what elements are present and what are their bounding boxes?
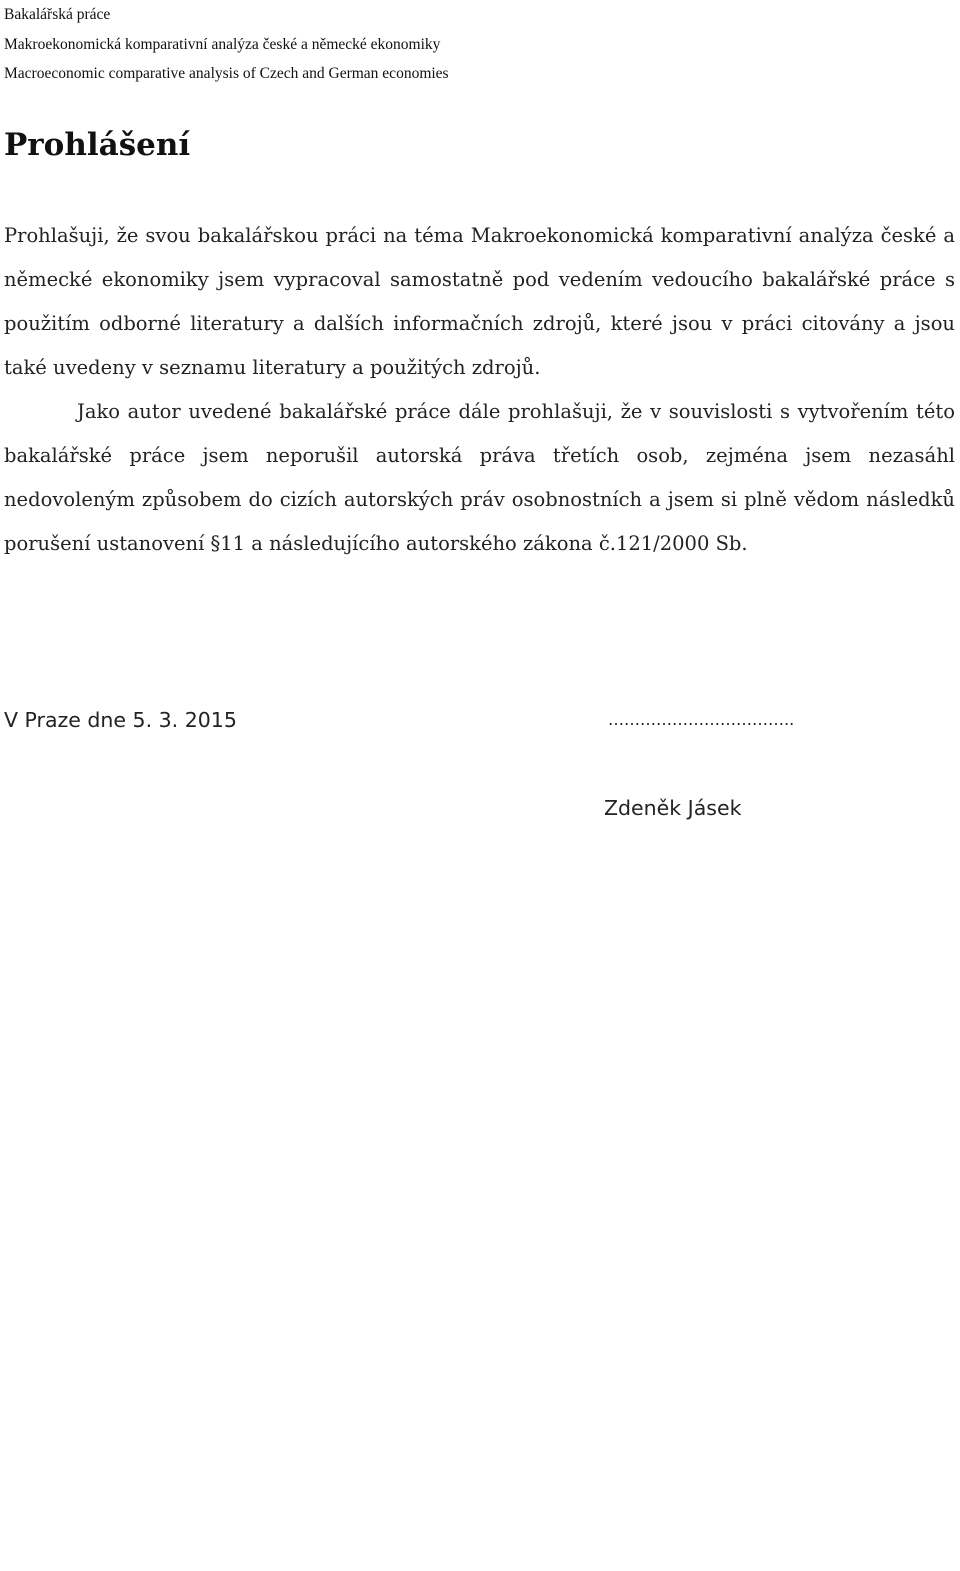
declaration-body (4, 214, 955, 566)
header-thesis-type: Bakalářská práce (4, 6, 111, 23)
header-title-english: Macroeconomic comparative analysis of Czech and German economies (4, 65, 449, 82)
declaration-paragraph-1: Prohlašuji, že svou bakalářskou práci na téma Makroekonomická komparativní analýza české a německé ekonomiky jsem vypracoval samostatně pod vedením vedoucího bakalářské práce s použitím odborné literatury a dalších informačních zdrojů, které jsou v práci citovány a jsou také uvedeny v seznamu literatury a použitých zdrojů. (4, 224, 955, 379)
place-date: V Praze dne 5. 3. 2015 (4, 708, 237, 732)
author-name: Zdeněk Jásek (604, 796, 742, 820)
page-title: Prohlášení (4, 127, 191, 163)
header-title-czech: Makroekonomická komparativní analýza české a německé ekonomiky (4, 35, 441, 53)
document-header (4, 0, 449, 89)
signature-line: …………………………….. (608, 710, 795, 729)
declaration-paragraph-2: Jako autor uvedené bakalářské práce dále prohlašuji, že v souvislosti s vytvořením této bakalářské práce jsem neporušil autorská práva třetích osob, zejména jsem nezasáhl nedovoleným způsobem do cizích autorských práv osobnostních a jsem si plně vědom následků porušení ustanovení §11 a následujícího autorského zákona č.121/2000 Sb. (4, 400, 955, 555)
